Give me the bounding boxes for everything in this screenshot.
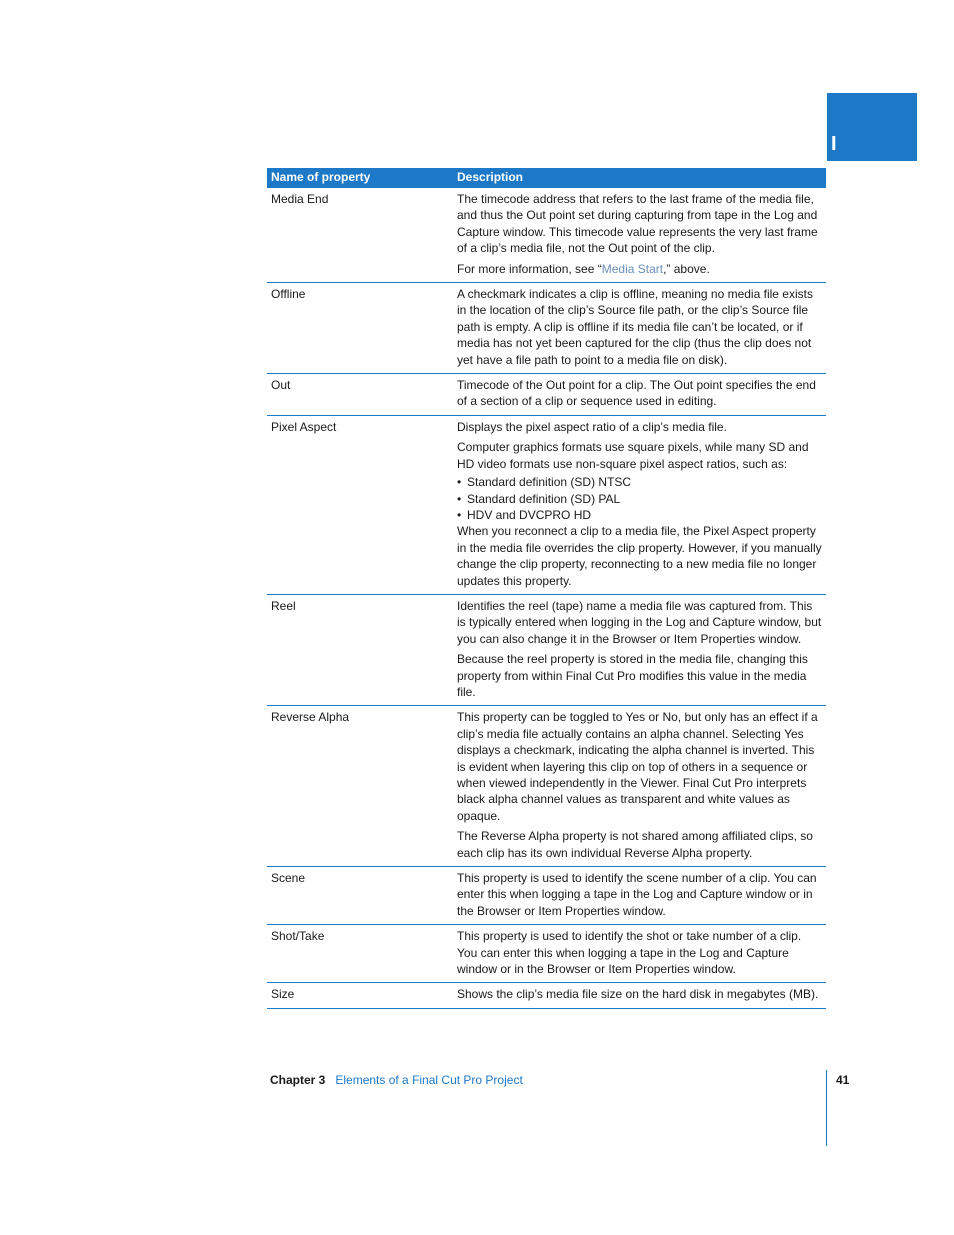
property-name: Shot/Take xyxy=(267,925,453,983)
description-paragraph: Shows the clip’s media file size on the hard disk in megabytes (MB). xyxy=(457,987,819,1002)
bullet-item: • Standard definition (SD) NTSC xyxy=(457,474,822,490)
property-description xyxy=(453,925,826,983)
media-start-link[interactable]: Media Start xyxy=(601,261,664,276)
page-number: 41 xyxy=(836,1073,850,1087)
table-row-reverse-alpha xyxy=(267,706,826,867)
page-footer xyxy=(270,1073,523,1087)
property-description xyxy=(453,983,826,1008)
description-paragraph: A checkmark indicates a clip is offline, meaning no media file exists in the location of the clip’s Source file path, or the clip’s Source file path is empty. A clip is offline if its media file can’t be located, or if media has not yet been captured for the clip (thus the clip does not yet have a file path to point to a media file on disk). xyxy=(457,287,813,367)
description-paragraph: Because the reel property is stored in the media file, changing this property from within Final Cut Pro modifies this value in the media file. xyxy=(457,652,808,699)
description-paragraph: Computer graphics formats use square pixels, while many SD and HD video formats use non-square pixel aspect ratios, such as: xyxy=(457,440,809,471)
property-name: Reverse Alpha xyxy=(267,706,453,867)
text-run: ,” above. xyxy=(663,261,710,276)
property-description xyxy=(453,594,826,705)
property-description xyxy=(453,374,826,416)
description-paragraph: This property is used to identify the shot or take number of a clip. You can enter this when logging a tape in the Log and Capture window or in the Browser or Item Properties window. xyxy=(457,929,802,977)
description-paragraph xyxy=(457,261,822,277)
property-table xyxy=(267,168,826,1009)
description-paragraph: This property is used to identify the scene number of a clip. You can enter this when logging a tape in the Log and Capture window or in the Browser or Item Properties window. xyxy=(457,871,817,918)
property-name: Size xyxy=(267,983,453,1008)
property-description xyxy=(453,706,826,867)
table-row-offline xyxy=(267,283,826,374)
table-row-scene xyxy=(267,867,826,925)
property-name: Scene xyxy=(267,867,453,925)
header-name-of-property: Name of property xyxy=(267,168,453,188)
property-description xyxy=(453,867,826,925)
bullet-list xyxy=(457,474,822,523)
table-row-media-end xyxy=(267,188,826,283)
property-description xyxy=(453,283,826,374)
property-name: Offline xyxy=(267,283,453,374)
property-name: Reel xyxy=(267,594,453,705)
description-paragraph: The Reverse Alpha property is not shared among affiliated clips, so each clip has its own individual Reverse Alpha property. xyxy=(457,829,813,860)
table-row-pixel-aspect xyxy=(267,415,826,594)
description-paragraph: The timecode address that refers to the last frame of the media file, and thus the Out point set during capturing from tape in the Log and Capture window. This timecode value represents the very last frame of a clip’s media file, not the Out point of the clip. xyxy=(457,192,818,256)
description-paragraph: This property can be toggled to Yes or No, but only has an effect if a clip’s media file actually contains an alpha channel. Selecting Yes displays a checkmark, indicating the alpha channel is inverted. This is evident when layering this clip on top of others in a sequence or when viewed independently in the Viewer. Final Cut Pro interprets black alpha channel values as transparent and white values as opaque. xyxy=(457,710,818,823)
chapter-title-link[interactable]: Elements of a Final Cut Pro Project xyxy=(335,1073,523,1087)
text-run: For more information, see “ xyxy=(457,261,602,276)
property-name: Out xyxy=(267,374,453,416)
property-name: Pixel Aspect xyxy=(267,415,453,594)
table-row-reel xyxy=(267,594,826,705)
description-paragraph: Identifies the reel (tape) name a media file was captured from. This is typically entered when logging in the Log and Capture window, but you can also change it in the Browser or Item Properties window. xyxy=(457,598,822,646)
table-row-out xyxy=(267,374,826,416)
bullet-item: • Standard definition (SD) PAL xyxy=(457,491,822,507)
bullet-item: • HDV and DVCPRO HD xyxy=(457,507,822,523)
chapter-label: Chapter 3 xyxy=(270,1073,326,1087)
section-tab-label: I xyxy=(831,133,837,155)
table-row-shot-take xyxy=(267,925,826,983)
description-paragraph: Displays the pixel aspect ratio of a clip’s media file. xyxy=(457,419,727,434)
footer-divider xyxy=(826,1070,827,1146)
table-header-row xyxy=(267,168,826,188)
header-description: Description xyxy=(453,168,826,188)
property-description xyxy=(453,415,826,594)
description-paragraph: Timecode of the Out point for a clip. The Out point specifies the end of a section of a clip or sequence used in editing. xyxy=(457,378,816,409)
property-description xyxy=(453,188,826,283)
property-name: Media End xyxy=(267,188,453,283)
table-row-size xyxy=(267,983,826,1008)
description-paragraph: When you reconnect a clip to a media file, the Pixel Aspect property in the media file overrides the clip property. However, if you manually change the clip property, reconnecting to a new media file no longer updates this property. xyxy=(457,524,822,588)
section-tab xyxy=(827,93,917,161)
